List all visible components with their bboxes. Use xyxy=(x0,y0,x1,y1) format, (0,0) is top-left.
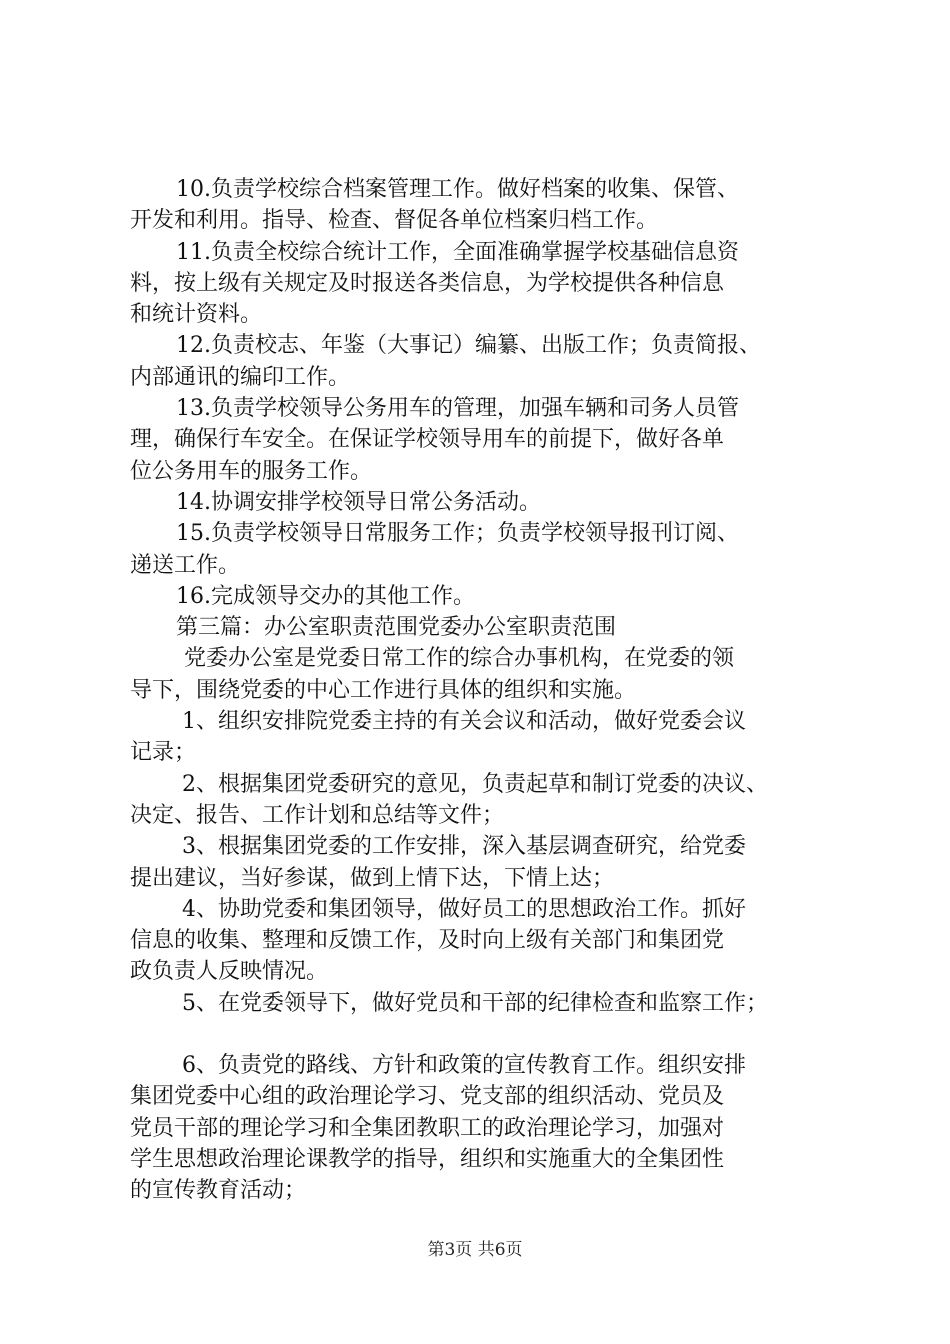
paragraph-line: 4、协助党委和集团领导，做好员工的思想政治工作。抓好 xyxy=(182,896,746,922)
section-heading: 第三篇：办公室职责范围党委办公室职责范围 xyxy=(176,615,617,641)
paragraph-line: 导下，围绕党委的中心工作进行具体的组织和实施。 xyxy=(130,677,637,703)
paragraph-line: 递送工作。 xyxy=(130,552,241,578)
paragraph-line: 15.负责学校领导日常服务工作；负责学校领导报刊订阅、 xyxy=(176,521,739,547)
paragraph-line: 料，按上级有关规定及时报送各类信息，为学校提供各种信息 xyxy=(130,270,725,296)
paragraph-line: 记录； xyxy=(130,740,197,766)
paragraph-line: 位公务用车的服务工作。 xyxy=(130,458,373,484)
paragraph-line: 信息的收集、整理和反馈工作，及时向上级有关部门和集团党 xyxy=(130,928,725,954)
paragraph-line: 党员干部的理论学习和全集团教职工的政治理论学习，加强对 xyxy=(130,1115,725,1141)
blank-line xyxy=(130,1019,845,1050)
paragraph-line: 和统计资料。 xyxy=(130,302,263,328)
paragraph-line: 14.协调安排学校领导日常公务活动。 xyxy=(176,489,541,515)
document-body xyxy=(130,174,845,1207)
paragraph-line: 10.负责学校综合档案管理工作。做好档案的收集、保管、 xyxy=(176,177,739,202)
paragraph-line: 开发和利用。指导、检查、督促各单位档案归档工作。 xyxy=(130,208,659,234)
paragraph-line: 党委办公室是党委日常工作的综合办事机构，在党委的领 xyxy=(184,646,735,672)
paragraph-line: 学生思想政治理论课教学的指导，组织和实施重大的全集团性 xyxy=(130,1146,725,1172)
paragraph-line: 的宣传教育活动； xyxy=(130,1178,307,1204)
paragraph-line: 16.完成领导交办的其他工作。 xyxy=(176,583,475,609)
paragraph-line: 内部通讯的编印工作。 xyxy=(130,364,351,390)
paragraph-line: 决定、报告、工作计划和总结等文件； xyxy=(130,802,505,828)
page-number-footer: 第3页 共6页 xyxy=(427,1240,523,1260)
paragraph-line: 理，确保行车安全。在保证学校领导用车的前提下，做好各单 xyxy=(130,427,725,453)
paragraph-line: 12.负责校志、年鉴（大事记）编纂、出版工作；负责简报、 xyxy=(176,333,761,359)
paragraph-line: 3、根据集团党委的工作安排，深入基层调查研究，给党委 xyxy=(182,834,746,860)
paragraph-line: 1、组织安排院党委主持的有关会议和活动，做好党委会议 xyxy=(182,709,746,735)
paragraph-line: 集团党委中心组的政治理论学习、党支部的组织活动、党员及 xyxy=(130,1084,725,1110)
paragraph-line: 政负责人反映情况。 xyxy=(130,959,329,985)
paragraph-line: 6、负责党的路线、方针和政策的宣传教育工作。组织安排 xyxy=(182,1053,746,1079)
paragraph-line: 13.负责学校领导公务用车的管理，加强车辆和司务人员管 xyxy=(176,396,739,422)
paragraph-line: 5、在党委领导下，做好党员和干部的纪律检查和监察工作； xyxy=(182,990,768,1016)
paragraph-line: 2、根据集团党委研究的意见，负责起草和制订党委的决议、 xyxy=(182,771,768,797)
paragraph-line: 提出建议，当好参谋，做到上情下达，下情上达； xyxy=(130,865,615,891)
paragraph-line: 11.负责全校综合统计工作，全面准确掌握学校基础信息资 xyxy=(176,239,739,265)
